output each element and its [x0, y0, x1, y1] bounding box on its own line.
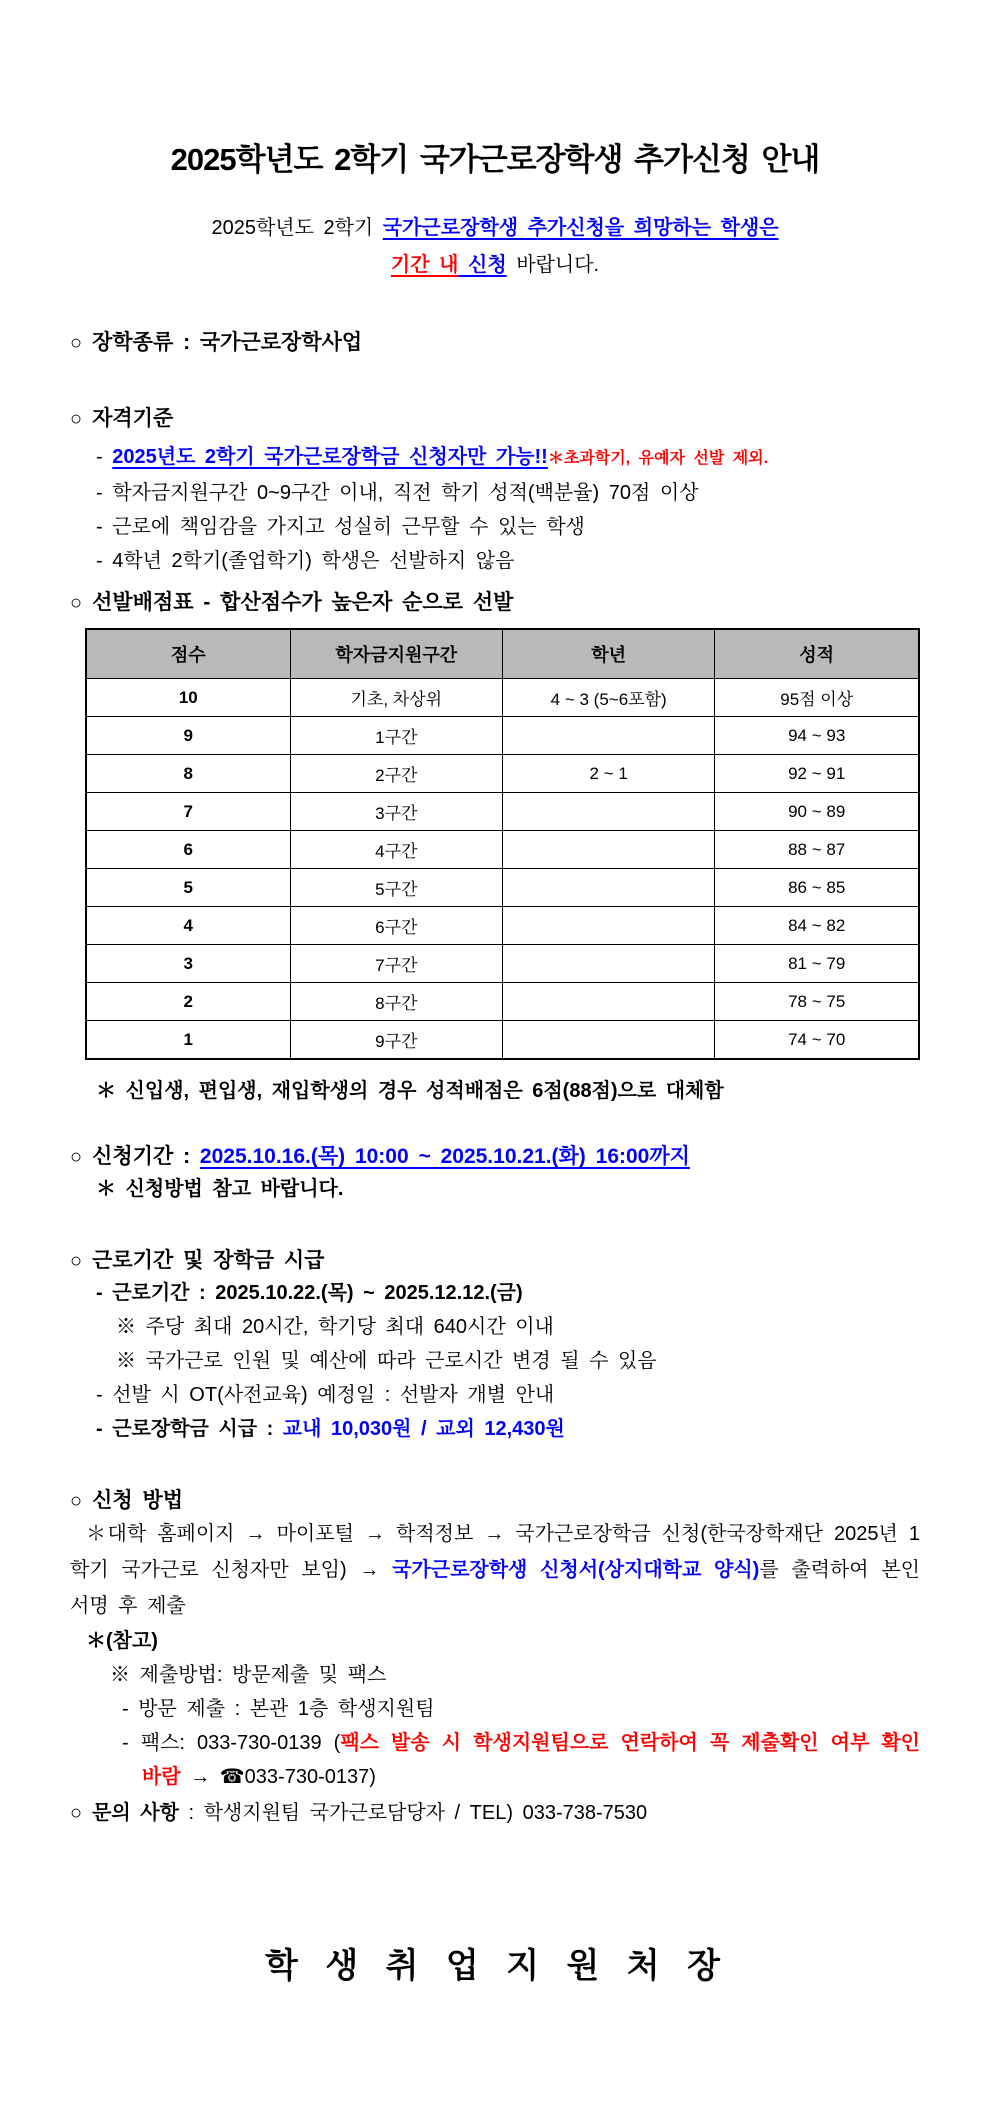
table-cell: 9	[86, 717, 290, 755]
table-cell: 8구간	[290, 983, 502, 1021]
section-application-method	[70, 1486, 920, 1516]
table-cell: 8	[86, 755, 290, 793]
table-cell	[502, 945, 714, 983]
period-value: 2025.10.16.(목) 10:00 ~ 2025.10.21.(화) 16:00까지	[199, 1145, 690, 1168]
subtitle-suffix: 바랍니다.	[506, 254, 600, 276]
section-eligibility	[70, 404, 920, 434]
scoring-table	[85, 628, 920, 1060]
table-cell: 86 ~ 85	[715, 869, 919, 907]
table-cell: 2	[86, 983, 290, 1021]
table-cell	[502, 907, 714, 945]
table-cell: 95점 이상	[715, 679, 919, 717]
column-header-gpa: 성적	[715, 629, 919, 679]
section-scholarship-type	[70, 328, 920, 358]
table-cell: 94 ~ 93	[715, 717, 919, 755]
table-cell: 74 ~ 70	[715, 1021, 919, 1060]
reference-heading-text: ＊(참고)	[86, 1630, 158, 1652]
eligibility-item: - 4학년 2학기(졸업학기) 학생은 선발하지 않음	[96, 550, 515, 572]
table-cell: 4구간	[290, 831, 502, 869]
method-paragraph	[70, 1516, 920, 1624]
work-period-line: - 근로기간 : 2025.10.22.(목) ~ 2025.12.12.(금)	[96, 1282, 523, 1304]
work-wage-line	[70, 1412, 920, 1446]
circle-bullet-icon: ○	[70, 332, 83, 354]
column-header-score: 점수	[86, 629, 290, 679]
contact-value: : 학생지원팀 국가근로담당자 / TEL) 033-738-7530	[178, 1802, 648, 1824]
table-row	[86, 679, 919, 717]
table-row	[86, 793, 919, 831]
eligibility-list	[70, 440, 920, 578]
table-cell	[502, 831, 714, 869]
table-row	[86, 717, 919, 755]
period-note: ＊ 신청방법 참고 바랍니다.	[96, 1178, 344, 1200]
section-scoring	[70, 588, 920, 618]
table-header-row	[86, 629, 919, 679]
circle-bullet-icon: ○	[70, 1490, 83, 1512]
subtitle-line-2	[70, 247, 920, 284]
circle-bullet-icon: ○	[70, 1250, 83, 1272]
table-row	[86, 945, 919, 983]
table-cell: 6	[86, 831, 290, 869]
fax-number-text: - 팩스: 033-730-0139 (	[122, 1732, 341, 1754]
table-cell	[502, 717, 714, 755]
table-cell: 7구간	[290, 945, 502, 983]
table-cell: 9구간	[290, 1021, 502, 1060]
scoring-note: ＊ 신입생, 편입생, 재입학생의 경우 성적배점은 6점(88점)으로 대체함	[96, 1080, 724, 1102]
eligibility-item	[70, 440, 920, 476]
scholarship-type-heading: 장학종류 : 국가근로장학사업	[92, 331, 363, 354]
table-cell: 81 ~ 79	[715, 945, 919, 983]
section-application-period	[70, 1142, 920, 1172]
table-cell: 4	[86, 907, 290, 945]
table-cell	[502, 983, 714, 1021]
item-dash: -	[96, 446, 103, 468]
circle-bullet-icon: ○	[70, 592, 83, 614]
eligibility-item-highlight: 2025년도 2학기 국가근로장학금 신청자만 가능!!	[112, 446, 548, 468]
column-header-grade-year: 학년	[502, 629, 714, 679]
circle-bullet-icon: ○	[70, 1802, 83, 1824]
work-ot-line: - 선발 시 OT(사전교육) 예정일 : 선발자 개별 안내	[96, 1384, 555, 1406]
table-row	[86, 1021, 919, 1060]
section-work-period	[70, 1246, 920, 1276]
table-row	[86, 869, 919, 907]
eligibility-item-exclusion-note: ＊초과학기, 유예자 선발 제외.	[547, 450, 769, 467]
table-cell	[502, 793, 714, 831]
fax-submission-line	[70, 1726, 920, 1794]
table-cell: 10	[86, 679, 290, 717]
method-steps: ＊대학 홈페이지 → 마이포털 → 학적정보 → 국가근로장학금 신청(한국장학재단 2025년 1학기 국가근로 신청자만 보임) →	[70, 1523, 920, 1581]
wage-value: 교내 10,030원 / 교외 12,430원	[282, 1418, 565, 1440]
subtitle	[70, 210, 920, 284]
period-label: 신청기간 :	[92, 1145, 200, 1168]
eligibility-item: - 학자금지원구간 0~9구간 이내, 직전 학기 성적(백분율) 70점 이상	[96, 482, 699, 504]
table-cell: 92 ~ 91	[715, 755, 919, 793]
method-form-highlight: 국가근로장학생 신청서(상지대학교 양식)	[392, 1559, 760, 1581]
subtitle-line-1	[70, 210, 920, 247]
table-cell: 6구간	[290, 907, 502, 945]
eligibility-heading: 자격기준	[92, 407, 174, 430]
visit-submission-line: - 방문 제출 : 본관 1층 학생지원팀	[122, 1698, 435, 1720]
table-cell: 2 ~ 1	[502, 755, 714, 793]
signature: 학 생 취 업 지 원 처 장	[265, 1947, 725, 1985]
notice-title: 2025학년도 2학기 국가근로장학생 추가신청 안내	[170, 142, 820, 177]
table-cell: 2구간	[290, 755, 502, 793]
circle-bullet-icon: ○	[70, 1146, 83, 1168]
work-budget-note: ※ 국가근로 인원 및 예산에 따라 근로시간 변경 될 수 있음	[116, 1350, 657, 1372]
column-header-income-bracket: 학자금지원구간	[290, 629, 502, 679]
wage-label: - 근로장학금 시급 :	[96, 1418, 283, 1440]
table-row	[86, 831, 919, 869]
contact-label: 문의 사항	[92, 1802, 179, 1824]
table-cell: 5구간	[290, 869, 502, 907]
table-cell: 84 ~ 82	[715, 907, 919, 945]
table-cell: 7	[86, 793, 290, 831]
submission-method-line: ※ 제출방법: 방문제출 및 팩스	[110, 1664, 387, 1686]
table-row	[86, 907, 919, 945]
circle-bullet-icon: ○	[70, 408, 83, 430]
scoring-table-body	[86, 679, 919, 1060]
table-cell: 3	[86, 945, 290, 983]
section-contact	[70, 1796, 920, 1830]
subtitle-highlight-blue: 국가근로장학생 추가신청을 희망하는 학생은	[382, 217, 779, 239]
subtitle-prefix: 2025학년도 2학기	[211, 217, 383, 239]
table-cell: 1	[86, 1021, 290, 1060]
subtitle-highlight-blue-2: 신청	[458, 254, 507, 276]
table-row	[86, 983, 919, 1021]
table-cell	[502, 1021, 714, 1060]
table-cell: 5	[86, 869, 290, 907]
table-row	[86, 755, 919, 793]
method-heading: 신청 방법	[92, 1489, 184, 1512]
table-cell: 1구간	[290, 717, 502, 755]
table-cell: 90 ~ 89	[715, 793, 919, 831]
reference-heading	[70, 1624, 920, 1658]
fax-confirm-phone: → ☎033-730-0137)	[180, 1766, 376, 1788]
scoring-heading: 선발배점표 - 합산점수가 높은자 순으로 선발	[92, 591, 514, 614]
table-cell: 4 ~ 3 (5~6포함)	[502, 679, 714, 717]
table-cell	[502, 869, 714, 907]
table-cell: 88 ~ 87	[715, 831, 919, 869]
table-cell: 3구간	[290, 793, 502, 831]
subtitle-highlight-red: 기간 내	[390, 254, 459, 276]
fax-warning-highlight: 팩스 발송 시 학생지원팀으로 연락하여 꼭 제출확인 여부 확인 바람	[142, 1732, 920, 1788]
method-submit-text: 를 출력하여 본인 서명 후 제출	[70, 1559, 920, 1617]
work-hours-note: ※ 주당 최대 20시간, 학기당 최대 640시간 이내	[116, 1316, 554, 1338]
table-cell: 기초, 차상위	[290, 679, 502, 717]
work-heading: 근로기간 및 장학금 시급	[92, 1249, 325, 1272]
table-cell: 78 ~ 75	[715, 983, 919, 1021]
eligibility-item: - 근로에 책임감을 가지고 성실히 근무할 수 있는 학생	[96, 516, 585, 538]
